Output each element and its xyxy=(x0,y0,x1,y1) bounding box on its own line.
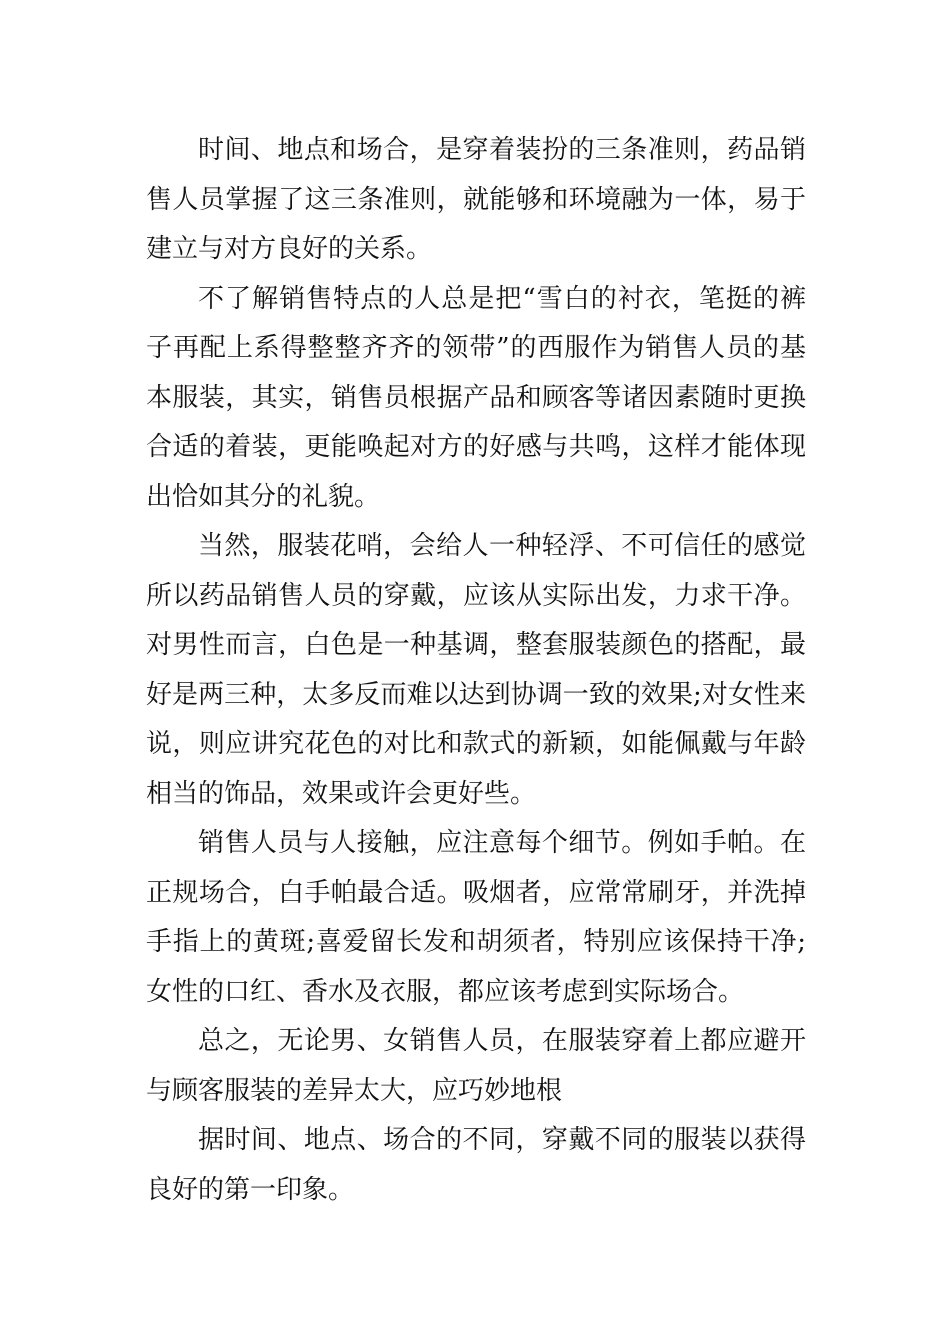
document-body xyxy=(146,126,806,1215)
paragraph-6: 据时间、地点、场合的不同，穿戴不同的服装以获得良好的第一印象。 xyxy=(146,1125,806,1205)
paragraph-2: 不了解销售特点的人总是把“雪白的衬衣，笔挺的裤子再配上系得整整齐齐的领带”的西服作为销售人员的基本服装，其实，销售员根据产品和顾客等诸因素随时更换合适的着装，更能唤起对方的好感与共鸣，这样才能体现出恰如其分的礼貌。 xyxy=(146,283,806,512)
paragraph-4: 销售人员与人接触，应注意每个细节。例如手帕。在正规场合，白手帕最合适。吸烟者，应常常刷牙，并洗掉手指上的黄斑;喜爱留长发和胡须者，特别应该保持干净;女性的口红、香水及衣服，都应该考虑到实际场合。 xyxy=(146,828,806,1007)
paragraph-1: 时间、地点和场合，是穿着装扮的三条准则，药品销售人员掌握了这三条准则，就能够和环境融为一体，易于建立与对方良好的关系。 xyxy=(146,135,806,264)
paragraph-5: 总之，无论男、女销售人员，在服装穿着上都应避开与顾客服装的差异太大，应巧妙地根 xyxy=(146,1026,806,1106)
paragraph-3: 当然，服装花哨，会给人一种轻浮、不可信任的感觉所以药品销售人员的穿戴，应该从实际出发，力求干净。对男性而言，白色是一种基调，整套服装颜色的搭配，最好是两三种，太多反而难以达到协调一致的效果;对女性来说，则应讲究花色的对比和款式的新颖，如能佩戴与年龄相当的饰品，效果或许会更好些。 xyxy=(146,531,806,809)
